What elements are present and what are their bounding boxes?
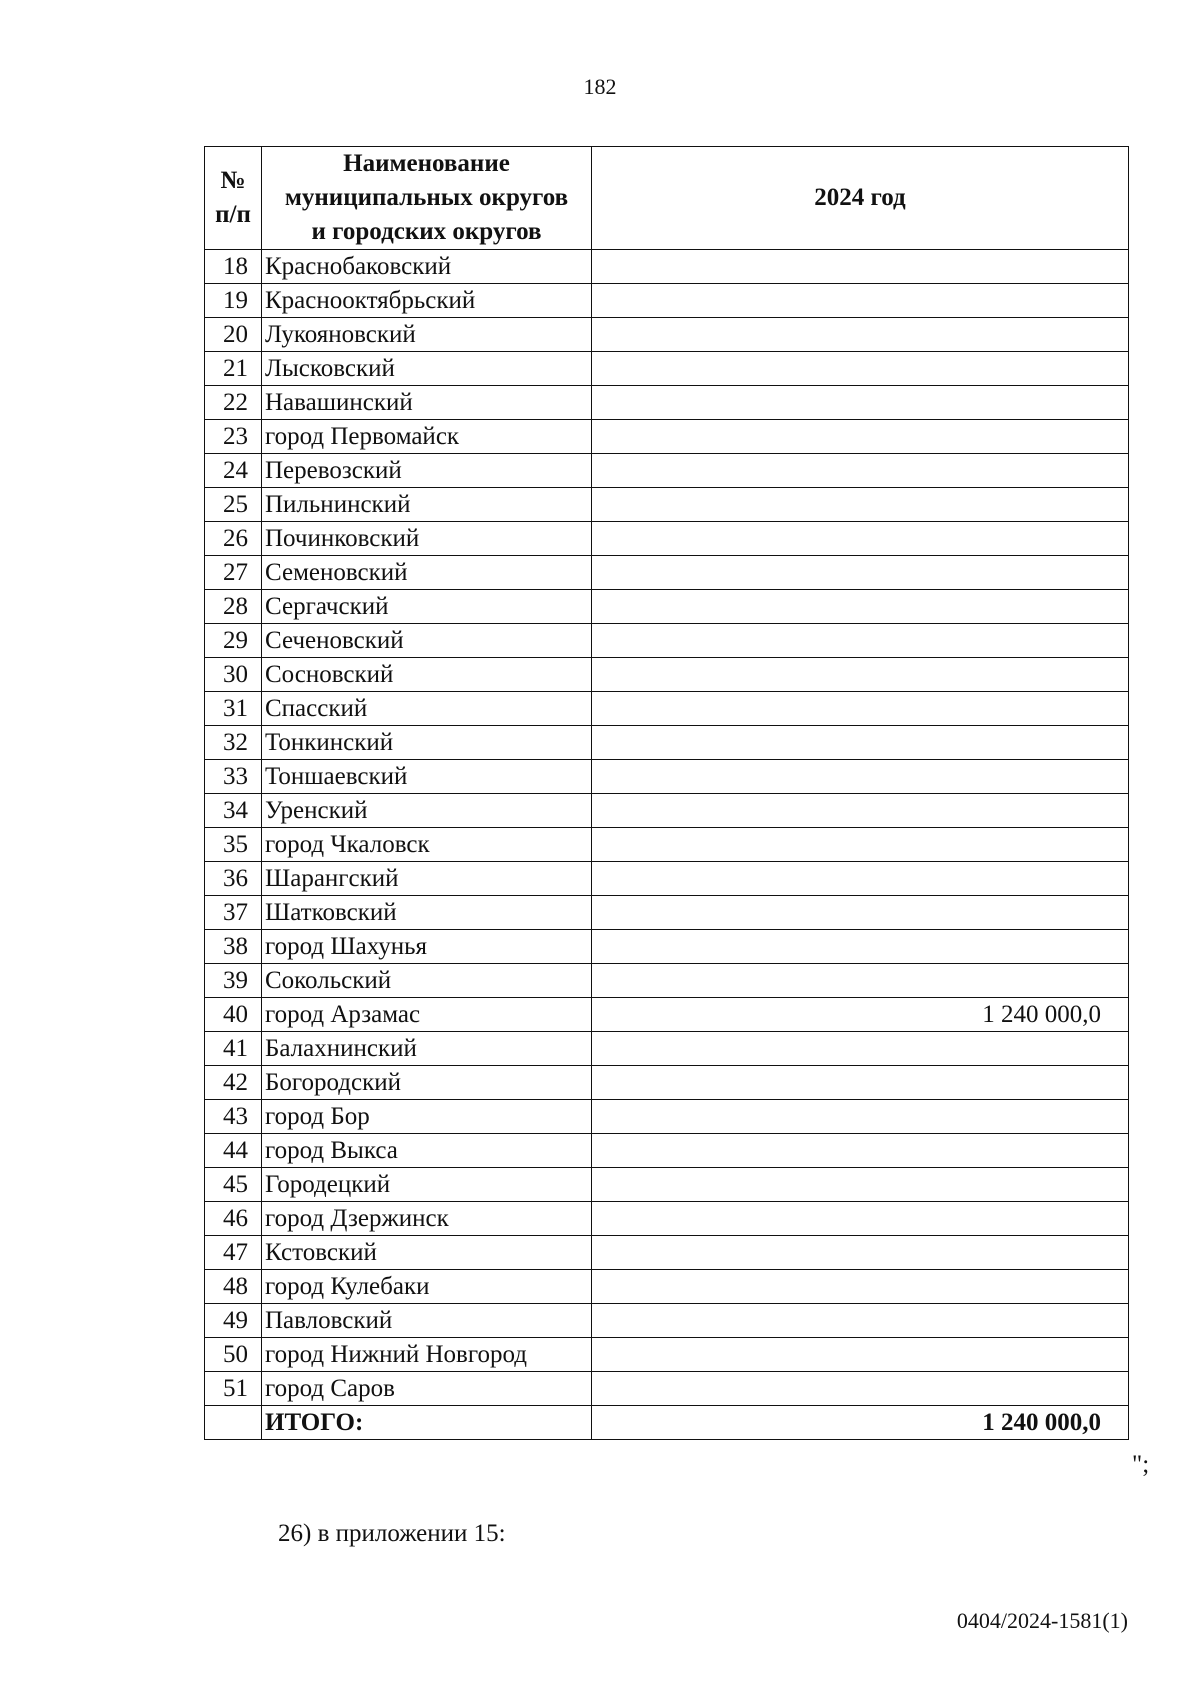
row-value [592, 420, 1129, 454]
table-row [205, 1236, 1129, 1270]
row-name: город Саров [262, 1372, 592, 1406]
row-value [592, 624, 1129, 658]
row-number: 50 [205, 1338, 262, 1372]
row-number: 51 [205, 1372, 262, 1406]
row-value [592, 862, 1129, 896]
row-number: 48 [205, 1270, 262, 1304]
row-value [592, 352, 1129, 386]
row-number: 21 [205, 352, 262, 386]
row-number: 49 [205, 1304, 262, 1338]
table-row [205, 556, 1129, 590]
table-row [205, 692, 1129, 726]
row-number: 32 [205, 726, 262, 760]
row-value [592, 318, 1129, 352]
row-number: 35 [205, 828, 262, 862]
row-number: 39 [205, 964, 262, 998]
row-number: 31 [205, 692, 262, 726]
table-row [205, 760, 1129, 794]
row-name: Краснооктябрьский [262, 284, 592, 318]
table-row [205, 1338, 1129, 1372]
row-number: 40 [205, 998, 262, 1032]
table-row [205, 998, 1129, 1032]
row-name: город Арзамас [262, 998, 592, 1032]
row-value [592, 454, 1129, 488]
header-name: Наименование муниципальных округов и городских округов [262, 147, 592, 250]
row-value [592, 1236, 1129, 1270]
row-value [592, 726, 1129, 760]
row-value [592, 692, 1129, 726]
row-number: 22 [205, 386, 262, 420]
table-row [205, 1202, 1129, 1236]
table-row [205, 1168, 1129, 1202]
row-value [592, 1100, 1129, 1134]
document-code: 0404/2024-1581(1) [956, 1608, 1128, 1633]
header-year: 2024 год [592, 147, 1129, 250]
row-name: город Первомайск [262, 420, 592, 454]
row-number: 26 [205, 522, 262, 556]
row-number: 18 [205, 250, 262, 284]
row-name: Краснобаковский [262, 250, 592, 284]
row-name: Перевозский [262, 454, 592, 488]
row-name: город Дзержинск [262, 1202, 592, 1236]
table-row [205, 1372, 1129, 1406]
row-value [592, 522, 1129, 556]
row-number: 34 [205, 794, 262, 828]
row-name: Шарангский [262, 862, 592, 896]
row-value [592, 1202, 1129, 1236]
row-value [592, 1032, 1129, 1066]
row-value [592, 828, 1129, 862]
row-number: 38 [205, 930, 262, 964]
row-number: 27 [205, 556, 262, 590]
row-name: город Бор [262, 1100, 592, 1134]
row-value [592, 658, 1129, 692]
row-name: Навашинский [262, 386, 592, 420]
row-name: Сосновский [262, 658, 592, 692]
row-name: Богородский [262, 1066, 592, 1100]
row-value [592, 1372, 1129, 1406]
allocation-table [204, 146, 1129, 1440]
row-number: 25 [205, 488, 262, 522]
row-name: Лукояновский [262, 318, 592, 352]
row-number: 43 [205, 1100, 262, 1134]
table-row [205, 624, 1129, 658]
row-value [592, 386, 1129, 420]
row-name: Городецкий [262, 1168, 592, 1202]
row-name: Тоншаевский [262, 760, 592, 794]
row-name: Пильнинский [262, 488, 592, 522]
row-name: Спасский [262, 692, 592, 726]
row-number: 29 [205, 624, 262, 658]
row-value [592, 896, 1129, 930]
table-row [205, 1100, 1129, 1134]
row-name: город Чкаловск [262, 828, 592, 862]
total-row [205, 1406, 1129, 1440]
table-row [205, 420, 1129, 454]
table-row [205, 522, 1129, 556]
table-row [205, 454, 1129, 488]
row-number: 45 [205, 1168, 262, 1202]
row-number: 46 [205, 1202, 262, 1236]
table-row [205, 488, 1129, 522]
row-name: Семеновский [262, 556, 592, 590]
table-row [205, 1270, 1129, 1304]
header-number: № п/п [205, 147, 262, 250]
row-name: Павловский [262, 1304, 592, 1338]
table-row [205, 318, 1129, 352]
row-value [592, 590, 1129, 624]
row-number: 23 [205, 420, 262, 454]
row-number: 33 [205, 760, 262, 794]
table-row [205, 726, 1129, 760]
row-value [592, 250, 1129, 284]
row-value [592, 1168, 1129, 1202]
table-row [205, 1304, 1129, 1338]
row-name: Починковский [262, 522, 592, 556]
row-name: город Нижний Новгород [262, 1338, 592, 1372]
table-row [205, 794, 1129, 828]
row-number: 19 [205, 284, 262, 318]
row-value [592, 556, 1129, 590]
row-value [592, 1304, 1129, 1338]
total-value: 1 240 000,0 [592, 1406, 1129, 1440]
row-number: 44 [205, 1134, 262, 1168]
table-header-row [205, 147, 1129, 250]
table-row [205, 1066, 1129, 1100]
table-row [205, 658, 1129, 692]
total-label: ИТОГО: [262, 1406, 592, 1440]
row-name: Сокольский [262, 964, 592, 998]
row-value [592, 760, 1129, 794]
row-value [592, 488, 1129, 522]
row-name: город Кулебаки [262, 1270, 592, 1304]
row-value [592, 794, 1129, 828]
row-name: Сеченовский [262, 624, 592, 658]
row-number: 41 [205, 1032, 262, 1066]
row-number: 20 [205, 318, 262, 352]
table-row [205, 352, 1129, 386]
table-row [205, 964, 1129, 998]
table-row [205, 828, 1129, 862]
row-name: Кстовский [262, 1236, 592, 1270]
row-name: Шатковский [262, 896, 592, 930]
row-value [592, 964, 1129, 998]
row-value [592, 1338, 1129, 1372]
row-name: Балахнинский [262, 1032, 592, 1066]
row-value [592, 930, 1129, 964]
table-row [205, 386, 1129, 420]
page-number: 182 [583, 74, 617, 99]
row-name: Сергачский [262, 590, 592, 624]
table-row [205, 896, 1129, 930]
row-value [592, 284, 1129, 318]
row-number: 37 [205, 896, 262, 930]
table-row [205, 590, 1129, 624]
row-number: 47 [205, 1236, 262, 1270]
table-row [205, 862, 1129, 896]
row-value [592, 1066, 1129, 1100]
table-row [205, 250, 1129, 284]
paragraph-text: 26) в приложении 15: [278, 1520, 506, 1547]
closing-quote: "; [1132, 1451, 1150, 1478]
row-value [592, 1270, 1129, 1304]
row-name: Уренский [262, 794, 592, 828]
row-value [592, 1134, 1129, 1168]
row-number: 30 [205, 658, 262, 692]
row-number: 24 [205, 454, 262, 488]
row-name: город Выкса [262, 1134, 592, 1168]
row-name: город Шахунья [262, 930, 592, 964]
total-number-cell [205, 1406, 262, 1440]
row-value: 1 240 000,0 [592, 998, 1129, 1032]
table-row [205, 284, 1129, 318]
table-row [205, 930, 1129, 964]
row-number: 42 [205, 1066, 262, 1100]
row-name: Тонкинский [262, 726, 592, 760]
table-row [205, 1134, 1129, 1168]
row-name: Лысковский [262, 352, 592, 386]
row-number: 36 [205, 862, 262, 896]
row-number: 28 [205, 590, 262, 624]
table-row [205, 1032, 1129, 1066]
